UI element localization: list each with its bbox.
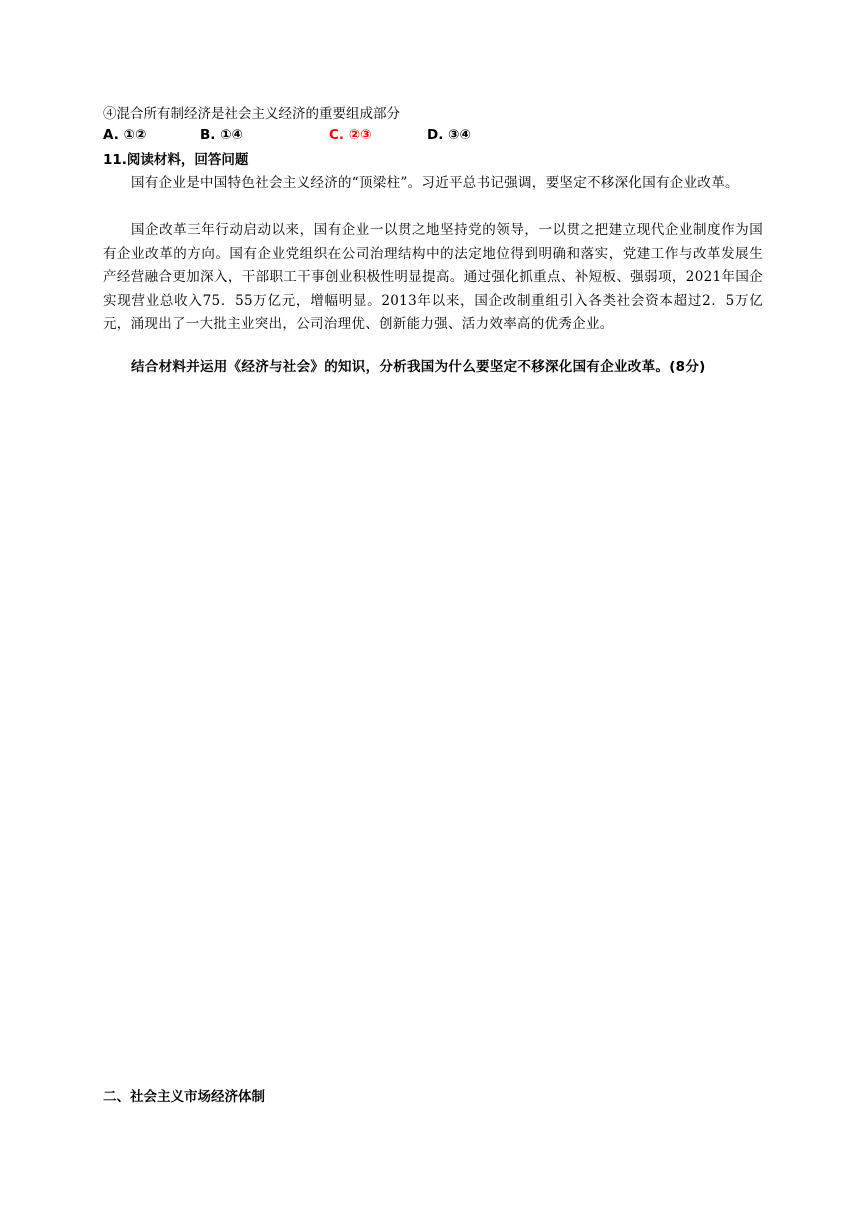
option-c-correct: C. ②③ — [329, 127, 372, 143]
material-paragraph-1: 国有企业是中国特色社会主义经济的“顶梁柱”。习近平总书记强调，要坚定不移深化国有企业改革。 — [131, 175, 739, 191]
option-a: A. ①② — [103, 127, 147, 143]
material-paragraph-2: 国企改革三年行动启动以来，国有企业一以贯之地坚持党的领导，一以贯之把建立现代企业制度作为国有企业改革的方向。国有企业党组织在公司治理结构中的法定地位得到明确和落实，党建工作与改革发展生产经营融合更加深入，干部职工干事创业积极性明显提高。通过强化抓重点、补短板、强弱项，2021年国企实现营业总收入75．55万亿元，增幅明显。2013年以来，国企改制重组引入各类社会资本超过2．5万亿元，涌现出了一大批主业突出，公司治理优、创新能力强、活力效率高的优秀企业。 — [103, 222, 763, 332]
section-2-heading: 二、社会主义市场经济体制 — [103, 1089, 265, 1105]
option-d: D. ③④ — [427, 127, 471, 143]
question-11-title: 11.阅读材料，回答问题 — [103, 152, 249, 168]
option-b: B. ①④ — [200, 127, 243, 143]
question-prompt: 结合材料并运用《经济与社会》的知识，分析我国为什么要坚定不移深化国有企业改革。(8分) — [131, 359, 706, 375]
statement-4: ④混合所有制经济是社会主义经济的重要组成部分 — [103, 106, 400, 122]
answer-options — [103, 127, 603, 147]
